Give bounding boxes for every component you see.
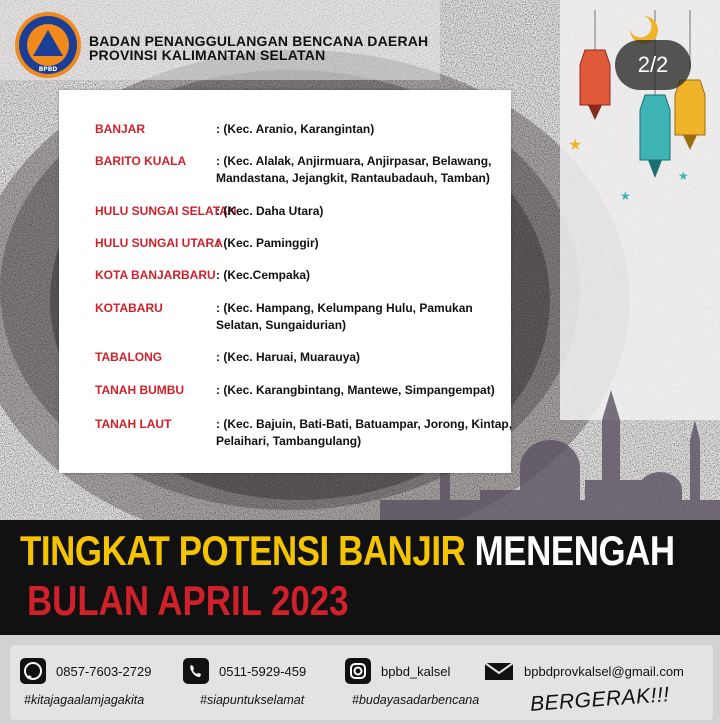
instagram-handle: bpbd_kalsel	[381, 663, 451, 679]
logo-text: BPBD	[38, 66, 58, 73]
region-name: TANAH BUMBU	[95, 383, 185, 397]
region-name: KOTA BANJARBARU	[95, 268, 216, 282]
agency-line-2: PROVINSI KALIMANTAN SELATAN	[89, 47, 326, 63]
region-name: BANJAR	[95, 122, 146, 136]
region-name: KOTABARU	[95, 301, 163, 315]
whatsapp-contact	[20, 658, 151, 684]
phone-icon	[183, 658, 209, 684]
region-name: TANAH LAUT	[95, 417, 172, 431]
region-name: HULU SUNGAI UTARA	[95, 236, 223, 250]
region-areas: : (Kec. Haruai, Muarauya)	[216, 350, 361, 364]
bpbd-logo	[13, 10, 83, 80]
region-areas: : (Kec. Paminggir)	[216, 236, 319, 250]
region-name: HULU SUNGAI SELATAN	[95, 204, 237, 218]
title-level: MENENGAH	[474, 527, 675, 574]
region-areas: : (Kec. Alalak, Anjirmuara, Anjirpasar, Belawang, Mandastana, Jejangkit, Rantaubadauh, Tamban)	[216, 154, 492, 185]
region-areas: : (Kec.Cempaka)	[216, 268, 311, 282]
svg-text:★: ★	[678, 169, 689, 183]
instagram-icon	[345, 658, 371, 684]
email-address: bpbdprovkalsel@gmail.com	[524, 663, 684, 679]
hashtag: #budayasadarbencana	[352, 693, 480, 707]
svg-text:★: ★	[620, 189, 631, 203]
hashtag: #kitajagaalamjagakita	[24, 693, 145, 707]
whatsapp-icon	[20, 658, 46, 684]
phone-number: 0511-5929-459	[219, 663, 307, 679]
svg-text:★: ★	[568, 135, 583, 154]
email-icon	[484, 658, 514, 684]
slogan: BERGERAK!!!	[529, 683, 671, 716]
agency-name	[89, 34, 428, 62]
whatsapp-number: 0857-7603-2729	[56, 663, 152, 679]
region-areas: : (Kec. Aranio, Karangintan)	[216, 122, 375, 136]
title-line-2: BULAN APRIL 2023	[27, 577, 349, 624]
phone-contact	[183, 658, 306, 684]
region-areas: : (Kec. Bajuin, Bati-Bati, Batuampar, Jorong, Kintap, Pelaihari, Tambangulang)	[216, 417, 513, 448]
title-potensi: TINGKAT POTENSI BANJIR	[20, 527, 466, 574]
title-line-1	[20, 528, 675, 574]
email-contact	[484, 658, 684, 684]
region-list-panel	[59, 90, 511, 473]
region-areas: : (Kec. Karangbintang, Mantewe, Simpangempat)	[216, 383, 495, 397]
instagram-contact	[345, 658, 450, 684]
region-name: TABALONG	[95, 350, 163, 364]
agency-line-1: BADAN PENANGGULANGAN BENCANA DAERAH	[89, 33, 429, 49]
page-indicator[interactable]: 2/2	[615, 40, 691, 90]
region-areas: : (Kec. Hampang, Kelumpang Hulu, Pamukan Selatan, Sungaidurian)	[216, 301, 473, 332]
region-name: BARITO KUALA	[95, 154, 187, 168]
region-areas: : (Kec. Daha Utara)	[216, 204, 324, 218]
hashtag: #siapuntukselamat	[200, 693, 305, 707]
